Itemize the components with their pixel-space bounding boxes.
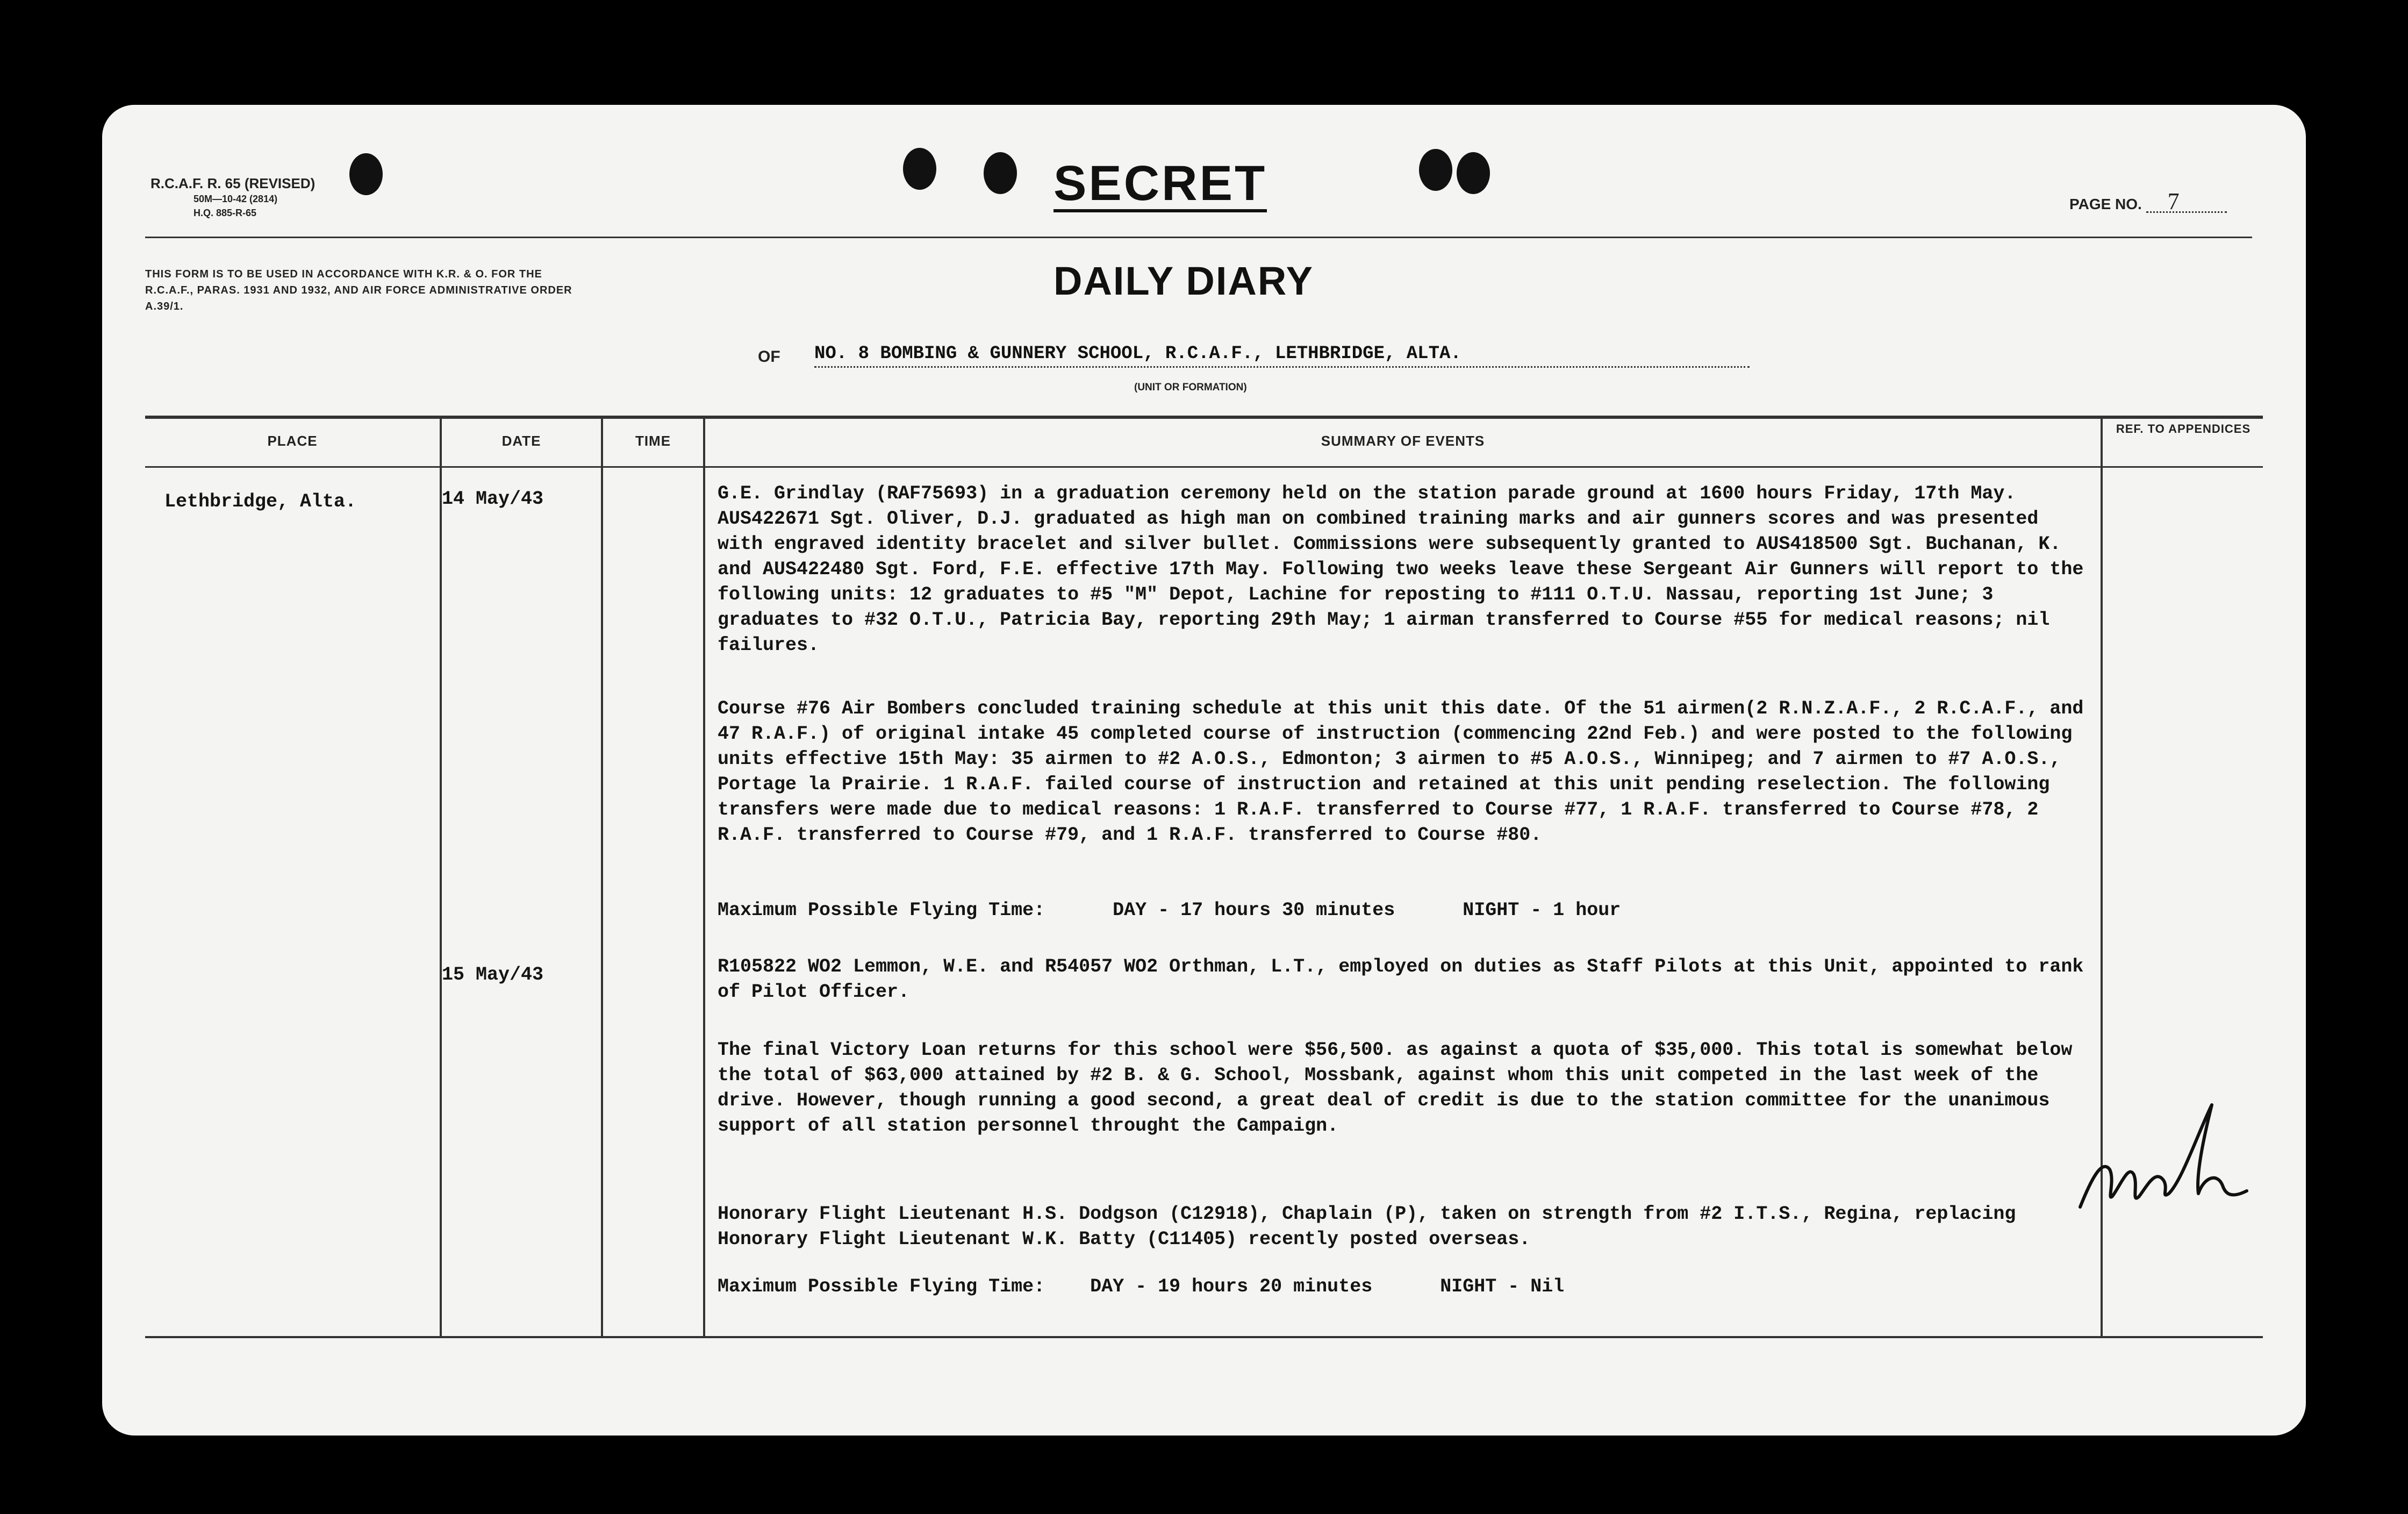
- column-header-time: TIME: [635, 433, 671, 449]
- punch-hole: [984, 152, 1017, 194]
- flying-time: Maximum Possible Flying Time: DAY - 17 hours 30 minutes NIGHT - 1 hour: [718, 899, 1621, 921]
- summary-text: The final Victory Loan returns for this school were $56,500. as against a quota of $35,000. This total is somewhat below the total of $63,000 attained by #2 B. & G. School, Mossbank, against whom this unit competed in the last week of the drive. However, though running a good second, a great deal of credit is due to the station committee for the unanimous support of all station personnel throught the Campaign.: [718, 1039, 2073, 1137]
- page-number-field: [2069, 188, 2227, 215]
- flying-time: Maximum Possible Flying Time: DAY - 19 hours 20 minutes NIGHT - Nil: [718, 1276, 1565, 1297]
- diary-card: [102, 105, 2306, 1436]
- unit-of-label: OF: [758, 348, 780, 366]
- column-header-summary: SUMMARY OF EVENTS: [1321, 433, 1485, 449]
- summary-paragraph: [718, 954, 2086, 1005]
- summary-text: Course #76 Air Bombers concluded training schedule at this unit this date. Of the 51 airmen(2 R.N.Z.A.F., 2 R.C.A.F., and 47 R.A.F.) of original intake 45 completed course of instruction (commencing 22nd Feb.) and were posted to the following units effective 15th May: 35 airmen to #2 A.O.S., Edmonton; 3 airmen to #5 A.O.S., Winnipeg; and 7 airmen to #7 A.O.S., Portage la Prairie. 1 R.A.F. failed course of instruction and retained at this unit pending reselection. The following transfers were made due to medical reasons: 1 R.A.F. transferred to Course #77, 1 R.A.F. transferred to Course #78, 2 R.A.F. transferred to Course #79, and 1 R.A.F. transferred to Course #80.: [718, 698, 2084, 846]
- punch-hole: [1419, 149, 1452, 191]
- punch-hole: [1457, 152, 1490, 194]
- form-code-line: R.C.A.F. R. 65 (REVISED): [150, 175, 316, 191]
- column-header-ref: REF. TO APPENDICES: [2116, 422, 2251, 435]
- table-top-rule: [145, 416, 2263, 419]
- form-code-line: H.Q. 885-R-65: [194, 208, 257, 218]
- column-divider: [601, 418, 603, 1337]
- form-notice: THIS FORM IS TO BE USED IN ACCORDANCE WITH K.R. & O. FOR THE R.C.A.F., PARAS. 1931 AND 1932, AND AIR FORCE ADMINISTRATIVE ORDER A.39/1.: [145, 268, 572, 312]
- summary-paragraph: [718, 696, 2086, 848]
- table-head-rule: [145, 466, 2263, 468]
- unit-name: NO. 8 BOMBING & GUNNERY SCHOOL, R.C.A.F., LETHBRIDGE, ALTA.: [814, 341, 1750, 368]
- column-header-place: PLACE: [267, 433, 318, 449]
- summary-text: G.E. Grindlay (RAF75693) in a graduation ceremony held on the station parade ground at 1600 hours Friday, 17th May. AUS422671 Sgt. Oliver, D.J. graduated as high man on combined training marks and air gunners scores and was presented with engraved identity bracelet and silver bullet. Commissions were subsequently granted to AUS418500 Sgt. Buchanan, K. and AUS422480 Sgt. Ford, F.E. effective 17th May. Following two weeks leave these Sergeant Air Gunners will report to the following units: 12 graduates to #5 "M" Depot, Lachine for reposting to #111 O.T.U. Nassau, reporting 1st June; 3 graduates to #32 O.T.U., Patricia Bay, reporting 29th May; 1 airman transferred to Course #55 for medical reasons; nil failures.: [718, 483, 2084, 656]
- summary-text: R105822 WO2 Lemmon, W.E. and R54057 WO2 Orthman, L.T., employed on duties as Staff Pilots at this Unit, appointed to rank of Pilot Officer.: [718, 956, 2084, 1003]
- summary-text: Honorary Flight Lieutenant H.S. Dodgson (C12918), Chaplain (P), taken on strength from #2 I.T.S., Regina, replacing Honorary Flight Lieutenant W.K. Batty (C11405) recently posted overseas.: [718, 1203, 2016, 1250]
- page-title: DAILY DIARY: [1054, 259, 1314, 303]
- summary-paragraph: [718, 481, 2086, 658]
- entry-date: 15 May/43: [442, 964, 544, 985]
- entry-place: Lethbridge, Alta.: [164, 491, 357, 512]
- form-code-line: 50M—10-42 (2814): [194, 194, 278, 204]
- unit-caption: (UNIT OR FORMATION): [1134, 382, 1247, 393]
- summary-paragraph: [718, 1038, 2086, 1139]
- table-bottom-rule: [145, 1336, 2263, 1338]
- punch-hole: [903, 148, 936, 190]
- page-number-label: PAGE NO.: [2069, 196, 2142, 212]
- form-code: [150, 175, 315, 220]
- punch-hole: [349, 153, 383, 195]
- column-divider: [440, 418, 442, 1337]
- summary-paragraph: [718, 1202, 2086, 1252]
- page-number-value: 7: [2146, 192, 2227, 213]
- signature: [2069, 1099, 2258, 1218]
- column-divider: [703, 418, 705, 1337]
- column-header-date: DATE: [501, 433, 541, 449]
- header-rule: [145, 237, 2252, 238]
- entry-date: 14 May/43: [442, 488, 544, 510]
- classification-stamp: SECRET: [1054, 158, 1267, 212]
